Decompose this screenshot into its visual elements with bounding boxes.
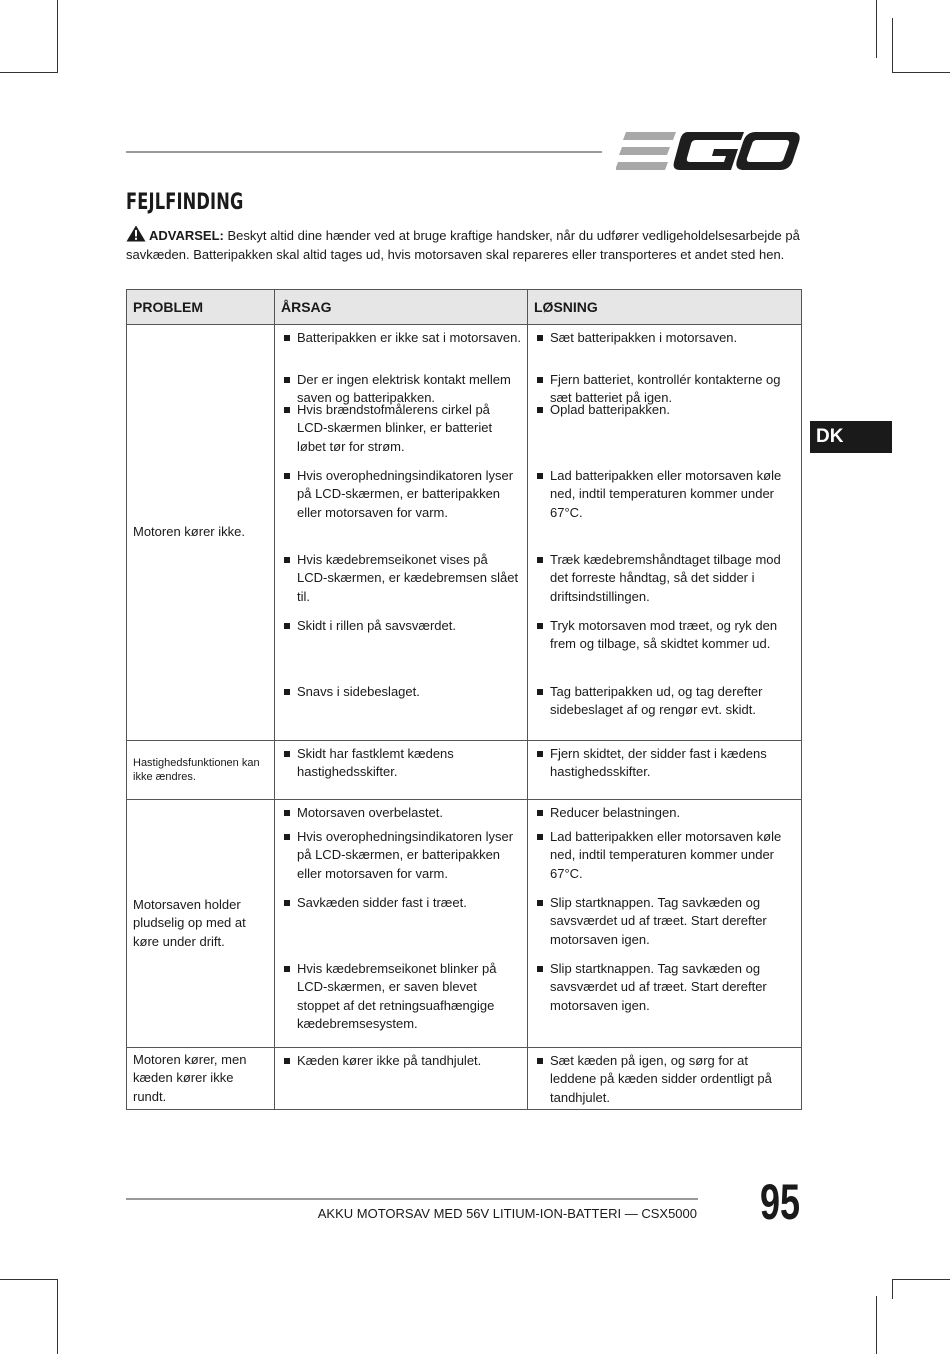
solution-cell — [528, 741, 802, 800]
cause-item — [275, 828, 527, 888]
page-number: 95 — [760, 1174, 801, 1230]
cause-text: Hvis overophedningsindikatoren lyser på LCD-skærmen, er batteripakken eller motorsaven for varm. — [297, 468, 514, 520]
solution-text: Slip startknappen. Tag savkæden og savsværdet ud af træet. Start derefter motorsaven igen. — [550, 895, 767, 947]
cause-item — [275, 1052, 527, 1106]
square-bullet-icon — [537, 557, 543, 563]
cause-text: Snavs i sidebeslaget. — [297, 684, 420, 699]
square-bullet-icon — [284, 623, 290, 629]
square-bullet-icon — [537, 900, 543, 906]
table-row — [127, 1048, 802, 1110]
cause-item — [275, 745, 527, 796]
square-bullet-icon — [284, 473, 290, 479]
warning-label: ADVARSEL: — [149, 228, 224, 243]
footer-rule — [126, 1198, 698, 1200]
problem-cell: Hastighedsfunktionen kan ikke ændres. — [127, 741, 275, 800]
page-title: FEJLFINDING — [126, 190, 244, 215]
header-problem: PROBLEM — [127, 290, 275, 325]
cause-cell — [275, 325, 528, 741]
cause-cell — [275, 1048, 528, 1110]
warning-text: Beskyt altid dine hænder ved at bruge kraftige handsker, når du udfører vedligeholdelsesarbejde på savkæden. Batteripakken skal altid tages ud, hvis motorsaven skal repareres eller transporteres et andet sted hen. — [126, 228, 800, 262]
cause-item — [275, 371, 527, 406]
solution-text: Træk kædebremshåndtaget tilbage mod det forreste håndtag, så det sidder i driftsindstillingen. — [550, 552, 781, 604]
square-bullet-icon — [537, 810, 543, 816]
square-bullet-icon — [284, 900, 290, 906]
cause-item — [275, 617, 527, 677]
cause-text: Motorsaven overbelastet. — [297, 805, 443, 820]
solution-cell — [528, 1048, 802, 1110]
solution-text: Fjern batteriet, kontrollér kontakterne og sæt batteriet på igen. — [550, 372, 781, 406]
solution-item — [528, 467, 801, 545]
solution-item — [528, 329, 801, 365]
cause-cell — [275, 800, 528, 1048]
square-bullet-icon — [284, 810, 290, 816]
troubleshooting-table — [126, 289, 802, 1110]
square-bullet-icon — [537, 377, 543, 383]
footer-text: AKKU MOTORSAV MED 56V LITIUM-ION-BATTERI — CSX5000 — [317, 1206, 697, 1221]
problem-cell: Motorsaven holder pludselig op med at køre under drift. — [127, 800, 275, 1048]
crop-mark — [876, 1296, 877, 1354]
cause-item — [275, 894, 527, 954]
crop-mark — [892, 72, 950, 73]
table-header-row — [127, 290, 802, 325]
cause-item — [275, 551, 527, 611]
square-bullet-icon — [537, 473, 543, 479]
square-bullet-icon — [284, 335, 290, 341]
solution-item — [528, 828, 801, 888]
solution-item — [528, 617, 801, 677]
solution-item — [528, 401, 801, 461]
solution-item — [528, 745, 801, 796]
cause-item — [275, 401, 527, 461]
table-row — [127, 741, 802, 800]
square-bullet-icon — [537, 834, 543, 840]
square-bullet-icon — [537, 407, 543, 413]
cause-text: Savkæden sidder fast i træet. — [297, 895, 467, 910]
solution-cell — [528, 325, 802, 741]
solution-item — [528, 894, 801, 954]
table-row — [127, 800, 802, 1048]
cause-item — [275, 329, 527, 365]
square-bullet-icon — [537, 1058, 543, 1064]
crop-mark — [876, 0, 877, 58]
language-tab: DK — [810, 421, 892, 453]
solution-cell — [528, 800, 802, 1048]
solution-item — [528, 960, 801, 1044]
square-bullet-icon — [284, 377, 290, 383]
problem-cell: Motoren kører, men kæden kører ikke rundt. — [127, 1048, 275, 1110]
cause-text: Skidt har fastklemt kædens hastighedsskifter. — [297, 746, 454, 780]
square-bullet-icon — [284, 834, 290, 840]
crop-mark — [892, 18, 893, 73]
table-row — [127, 325, 802, 741]
crop-mark — [0, 72, 58, 73]
solution-item — [528, 371, 801, 406]
solution-text: Fjern skidtet, der sidder fast i kædens hastighedsskifter. — [550, 746, 767, 780]
cause-text: Skidt i rillen på savsværdet. — [297, 618, 456, 633]
square-bullet-icon — [284, 1058, 290, 1064]
square-bullet-icon — [284, 751, 290, 757]
cause-text: Batteripakken er ikke sat i motorsaven. — [297, 330, 521, 345]
cause-item — [275, 960, 527, 1044]
square-bullet-icon — [537, 623, 543, 629]
problem-cell: Motoren kører ikke. — [127, 325, 275, 741]
solution-text: Tryk motorsaven mod træet, og ryk den frem og tilbage, så skidtet kommer ud. — [550, 618, 778, 652]
solution-text: Sæt batteripakken i motorsaven. — [550, 330, 738, 345]
solution-item — [528, 804, 801, 822]
cause-text: Der er ingen elektrisk kontakt mellem saven og batteripakken. — [297, 372, 511, 406]
crop-mark — [892, 1279, 893, 1299]
solution-text: Sæt kæden på igen, og sørg for at leddene på kæden sidder ordentligt på tandhjulet. — [550, 1053, 772, 1105]
square-bullet-icon — [537, 335, 543, 341]
cause-text: Hvis overophedningsindikatoren lyser på LCD-skærmen, er batteripakken eller motorsaven for varm. — [297, 829, 514, 881]
solution-item — [528, 683, 801, 737]
cause-cell — [275, 741, 528, 800]
cause-text: Hvis brændstofmålerens cirkel på LCD-skærmen blinker, er batteriet løbet tør for strøm. — [297, 402, 493, 454]
square-bullet-icon — [284, 407, 290, 413]
square-bullet-icon — [284, 689, 290, 695]
crop-mark — [892, 1279, 950, 1280]
cause-text: Hvis kædebremseikonet blinker på LCD-skærmen, er saven blevet stoppet af det retningsuafhængige kædebremsesystem. — [297, 961, 497, 1031]
warning-triangle-icon — [126, 225, 146, 242]
cause-item — [275, 683, 527, 737]
square-bullet-icon — [284, 557, 290, 563]
cause-item — [275, 804, 527, 822]
solution-text: Reducer belastningen. — [550, 805, 681, 820]
header-cause: ÅRSAG — [275, 290, 528, 325]
solution-item — [528, 1052, 801, 1106]
header-solution: LØSNING — [528, 290, 802, 325]
square-bullet-icon — [537, 751, 543, 757]
cause-text: Hvis kædebremseikonet vises på LCD-skærmen, er kædebremsen slået til. — [297, 552, 519, 604]
square-bullet-icon — [284, 966, 290, 972]
cause-item — [275, 467, 527, 545]
solution-text: Lad batteripakken eller motorsaven køle ned, indtil temperaturen kommer under 67°C. — [550, 468, 782, 520]
crop-mark — [57, 1279, 58, 1354]
crop-mark — [0, 1279, 58, 1280]
solution-text: Slip startknappen. Tag savkæden og savsværdet ud af træet. Start derefter motorsaven igen. — [550, 961, 767, 1013]
square-bullet-icon — [537, 966, 543, 972]
header-rule — [126, 151, 602, 153]
cause-text: Kæden kører ikke på tandhjulet. — [297, 1053, 482, 1068]
ego-logo — [616, 128, 802, 174]
crop-mark — [57, 0, 58, 72]
solution-text: Tag batteripakken ud, og tag derefter sidebeslaget af og rengør evt. skidt. — [550, 684, 763, 718]
solution-text: Oplad batteripakken. — [550, 402, 670, 417]
square-bullet-icon — [537, 689, 543, 695]
solution-item — [528, 551, 801, 611]
warning-paragraph — [126, 225, 806, 264]
solution-text: Lad batteripakken eller motorsaven køle ned, indtil temperaturen kommer under 67°C. — [550, 829, 782, 881]
